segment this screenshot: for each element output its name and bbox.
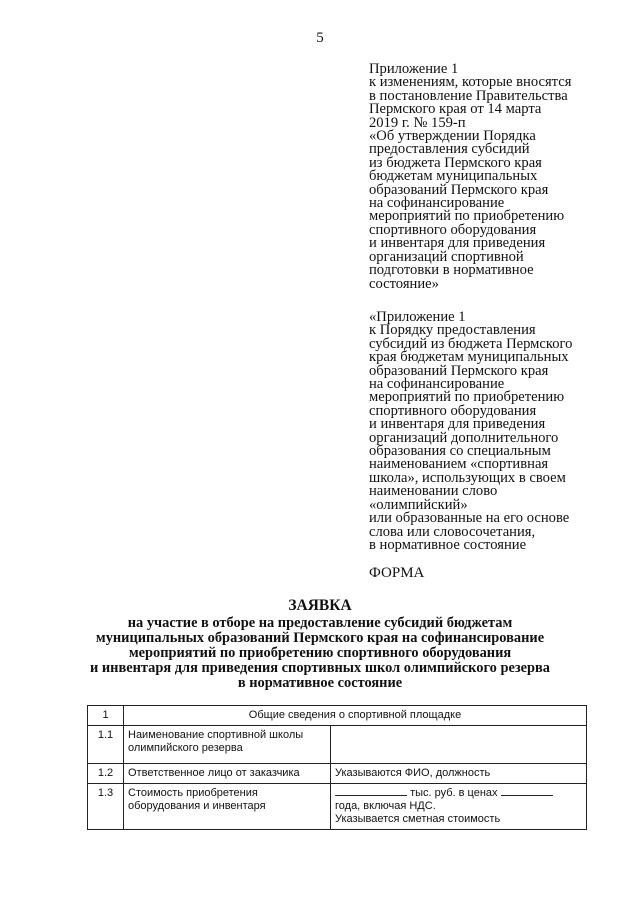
appendix-1-line: образований Пермского края xyxy=(369,181,549,198)
table-header-row xyxy=(88,706,587,726)
appendix-2-line: школа», использующих в своем xyxy=(369,469,566,486)
table-cell-number: 1.2 xyxy=(88,764,124,784)
appendix-2-line: организаций дополнительного xyxy=(369,429,559,446)
table-cell-number: 1.1 xyxy=(88,726,124,764)
appendix-1-line: из бюджета Пермского края xyxy=(369,154,542,171)
appendix-1-line: состояние» xyxy=(369,275,439,292)
appendix-1-line: предоставления субсидий xyxy=(369,141,530,158)
application-subtitle-line: на участие в отборе на предоставление субсидий бюджетам xyxy=(127,615,513,631)
application-title: ЗАЯВКА xyxy=(288,597,352,614)
appendix-1-line: спортивного оборудования xyxy=(369,221,537,238)
amount-blank[interactable] xyxy=(335,795,407,796)
appendix-2-line: в нормативное состояние xyxy=(369,536,527,553)
appendix-1-line: 2019 г. № 159-п xyxy=(369,114,466,131)
appendix-2-line: мероприятий по приобретению xyxy=(369,389,565,406)
general-info-table xyxy=(87,705,587,830)
appendix-2-line: на софинансирование xyxy=(369,376,505,393)
appendix-2-line: образований Пермского края xyxy=(369,362,549,379)
appendix-2-line: «Приложение 1 xyxy=(369,309,466,325)
appendix-1-line: «Об утверждении Порядка xyxy=(369,128,536,145)
table-row xyxy=(88,784,587,830)
appendix-1-line: и инвентаря для приведения xyxy=(369,235,546,252)
appendix-1-line: бюджетам муниципальных xyxy=(369,168,538,185)
table-cell-name: Стоимость приобретения оборудования и инвентаря xyxy=(124,784,331,830)
application-subtitle-line: в нормативное состояние xyxy=(237,675,403,691)
appendix-2-line: наименовании слово xyxy=(369,483,498,500)
table-cell-name: Ответственное лицо от заказчика xyxy=(124,764,331,784)
appendix-1-line: Пермского края от 14 марта xyxy=(369,101,542,118)
cost-text-2: года, включая НДС. xyxy=(335,800,436,812)
appendix-2-line: спортивного оборудования xyxy=(369,402,537,419)
appendix-1-line: мероприятий по приобретению xyxy=(369,208,565,225)
appendix-1-line: подготовки в нормативное xyxy=(369,262,534,279)
appendix-2-line: образования со специальным xyxy=(369,443,551,460)
table-row xyxy=(88,726,587,764)
table-cell-value: Указываются ФИО, должность xyxy=(331,764,587,784)
application-subtitle-line: муниципальных образований Пермского края на софинансирование xyxy=(95,630,545,646)
table-cell-value[interactable] xyxy=(331,784,587,830)
application-subtitle-line: мероприятий по приобретению спортивного оборудования xyxy=(128,645,512,661)
appendix-2-line: или образованные на его основе xyxy=(369,510,570,527)
cost-text-3: Указывается сметная стоимость xyxy=(335,813,501,825)
appendix-1-header xyxy=(369,63,619,291)
appendix-1-line: в постановление Правительства xyxy=(369,87,568,104)
table-cell-number: 1 xyxy=(88,706,124,726)
form-label: ФОРМА xyxy=(369,565,425,581)
page-number: 5 xyxy=(316,30,324,46)
appendix-2-line: «олимпийский» xyxy=(369,496,468,513)
table-section-heading: Общие сведения о спортивной площадке xyxy=(124,706,587,726)
cost-line-1 xyxy=(335,787,582,800)
appendix-2-line: и инвентаря для приведения xyxy=(369,416,546,433)
appendix-1-line: Приложение 1 xyxy=(369,61,459,77)
appendix-2-header xyxy=(369,311,619,552)
table-cell-value[interactable] xyxy=(331,726,587,764)
appendix-2-line: края бюджетам муниципальных xyxy=(369,349,569,366)
table-cell-name: Наименование спортивной школы олимпийского резерва xyxy=(124,726,331,764)
application-subtitle-line: и инвентаря для приведения спортивных школ олимпийского резерва xyxy=(90,660,550,676)
appendix-1-line: к изменениям, которые вносятся xyxy=(369,74,572,91)
cost-text-1: тыс. руб. в ценах xyxy=(410,787,498,799)
appendix-2-line: наименованием «спортивная xyxy=(369,456,549,473)
table-row xyxy=(88,764,587,784)
appendix-2-line: к Порядку предоставления xyxy=(369,322,536,339)
year-blank[interactable] xyxy=(501,795,553,796)
appendix-2-line: субсидий из бюджета Пермского xyxy=(369,335,573,352)
appendix-1-line: на софинансирование xyxy=(369,195,505,212)
appendix-1-line: организаций спортивной xyxy=(369,248,524,265)
application-subtitle xyxy=(0,616,640,691)
appendix-2-line: слова или словосочетания, xyxy=(369,523,536,540)
table-cell-number: 1.3 xyxy=(88,784,124,830)
